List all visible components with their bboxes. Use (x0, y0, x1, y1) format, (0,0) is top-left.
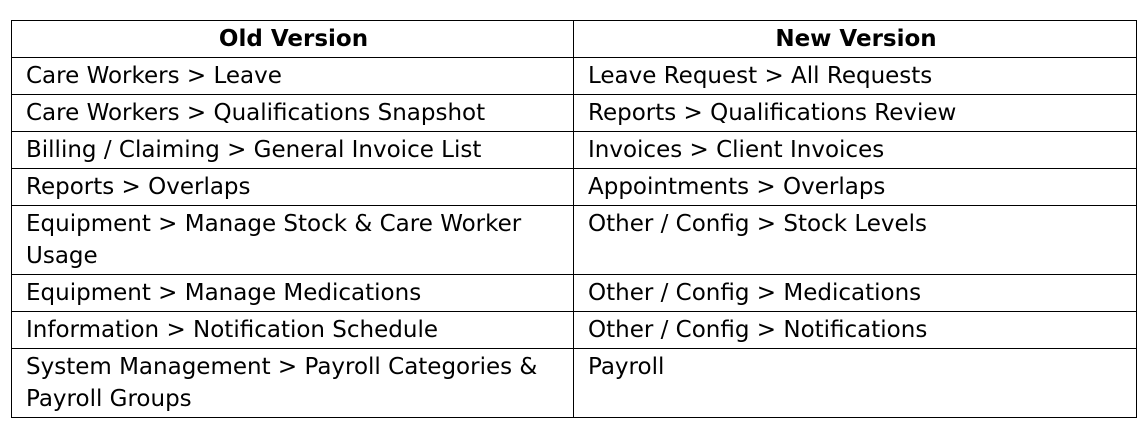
old-version-cell: Information > Notification Schedule (12, 312, 574, 349)
table-row (12, 169, 1137, 206)
old-version-cell: Care Workers > Qualifications Snapshot (12, 95, 574, 132)
old-version-cell: Equipment > Manage Stock & Care Worker Usage (12, 206, 574, 275)
table-header-row (12, 21, 1137, 58)
new-version-cell: Leave Request > All Requests (574, 58, 1137, 95)
table-row (12, 58, 1137, 95)
table-row (12, 95, 1137, 132)
old-version-cell: Care Workers > Leave (12, 58, 574, 95)
table-row (12, 206, 1137, 275)
new-version-cell: Payroll (574, 349, 1137, 418)
table-row (12, 275, 1137, 312)
table-row (12, 312, 1137, 349)
new-version-cell: Other / Config > Stock Levels (574, 206, 1137, 275)
old-version-cell: Billing / Claiming > General Invoice List (12, 132, 574, 169)
new-version-cell: Invoices > Client Invoices (574, 132, 1137, 169)
new-version-cell: Appointments > Overlaps (574, 169, 1137, 206)
old-version-cell: Reports > Overlaps (12, 169, 574, 206)
old-version-cell: System Management > Payroll Categories & Payroll Groups (12, 349, 574, 418)
new-version-cell: Other / Config > Medications (574, 275, 1137, 312)
table-row (12, 132, 1137, 169)
header-new-version: New Version (574, 21, 1137, 58)
menu-mapping-table (11, 20, 1137, 418)
new-version-cell: Other / Config > Notifications (574, 312, 1137, 349)
header-old-version: Old Version (12, 21, 574, 58)
old-version-cell: Equipment > Manage Medications (12, 275, 574, 312)
new-version-cell: Reports > Qualifications Review (574, 95, 1137, 132)
table-row (12, 349, 1137, 418)
